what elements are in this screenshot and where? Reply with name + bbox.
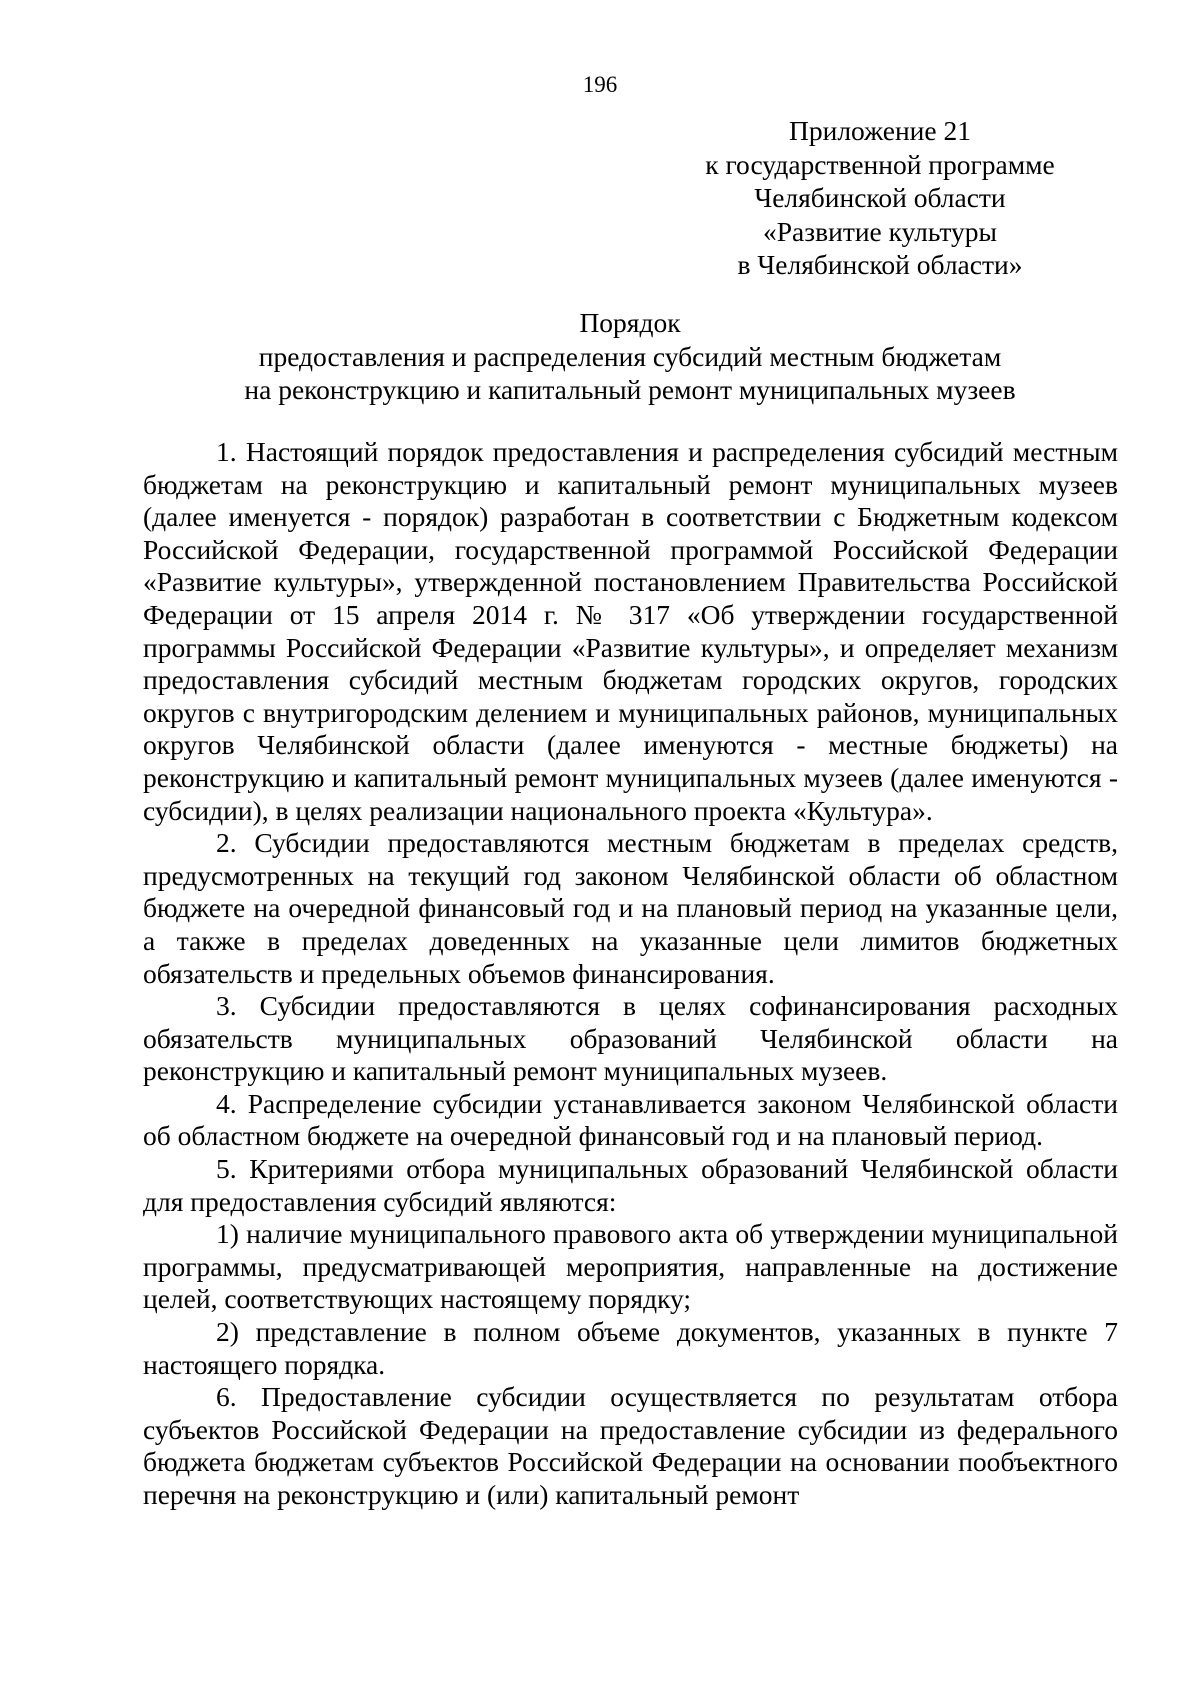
title-line: предоставления и распределения субсидий местным бюджетам (258, 340, 1002, 372)
paragraph: 2) представление в полном объеме документов, указанных в пункте 7 настоящего порядка. (143, 1316, 1118, 1380)
title-line: Порядок (579, 307, 681, 338)
paragraph: 3. Субсидии предоставляются в целях софинансирования расходных обязательств муниципальных образований Челябинской области на реконструкцию и капитальный ремонт муниципальных музеев. (143, 990, 1118, 1087)
document-body (143, 436, 1118, 1512)
page-number: 196 (582, 72, 618, 97)
paragraph: 6. Предоставление субсидии осуществляется по результатам отбора субъектов Российской Федерации на предоставление субсидии из федерального бюджета бюджетам субъектов Российской Федерации на основании пообъектного перечня на реконструкцию и (или) капитальный ремонт (143, 1381, 1118, 1510)
annex-line: «Развитие культуры (763, 215, 997, 247)
document-title (140, 306, 1120, 407)
paragraph: 1) наличие муниципального правового акта об утверждении муниципальной программы, предусматривающей мероприятия, направленные на достижение целей, соответствующих настоящему порядку; (143, 1218, 1118, 1315)
paragraph: 1. Настоящий порядок предоставления и распределения субсидий местным бюджетам на реконструкцию и капитальный ремонт муниципальных музеев (далее именуется - порядок) разработан в соответствии с Бюджетным кодексом Российской Федерации, государственной программой Российской Федерации «Развитие культуры», утвержденной постановлением Правительства Российской Федерации от 15 апреля 2014 г. № 317 «Об утверждении государственной программы Российской Федерации «Развитие культуры», и определяет механизм предоставления субсидий местным бюджетам городских округов, городских округов с внутригородским делением и муниципальных районов, муниципальных округов Челябинской области (далее именуются - местные бюджеты) на реконструкцию и капитальный ремонт муниципальных музеев (далее именуются - субсидии), в целях реализации национального проекта «Культура». (143, 436, 1118, 826)
paragraph: 4. Распределение субсидии устанавливается законом Челябинской области об областном бюджете на очередной финансовый год и на плановый период. (143, 1087, 1118, 1152)
paragraph: 2. Субсидии предоставляются местным бюджетам в пределах средств, предусмотренных на текущий год законом Челябинской области об областном бюджете на очередной финансовый год и на плановый период на указанные цели, а также в пределах доведенных на указанные цели лимитов бюджетных обязательств и предельных объемов финансирования. (143, 827, 1118, 989)
annex-line: Приложение 21 (789, 115, 971, 146)
annex-line: в Челябинской области» (737, 249, 1023, 280)
paragraph: 5. Критериями отбора муниципальных образований Челябинской области для предоставления субсидий являются: (143, 1153, 1118, 1217)
annex-header (700, 114, 1060, 282)
title-line: на реконструкцию и капитальный ремонт муниципальных музеев (244, 374, 1016, 405)
annex-line: Челябинской области (754, 182, 1006, 213)
annex-line: к государственной программе (705, 148, 1055, 180)
